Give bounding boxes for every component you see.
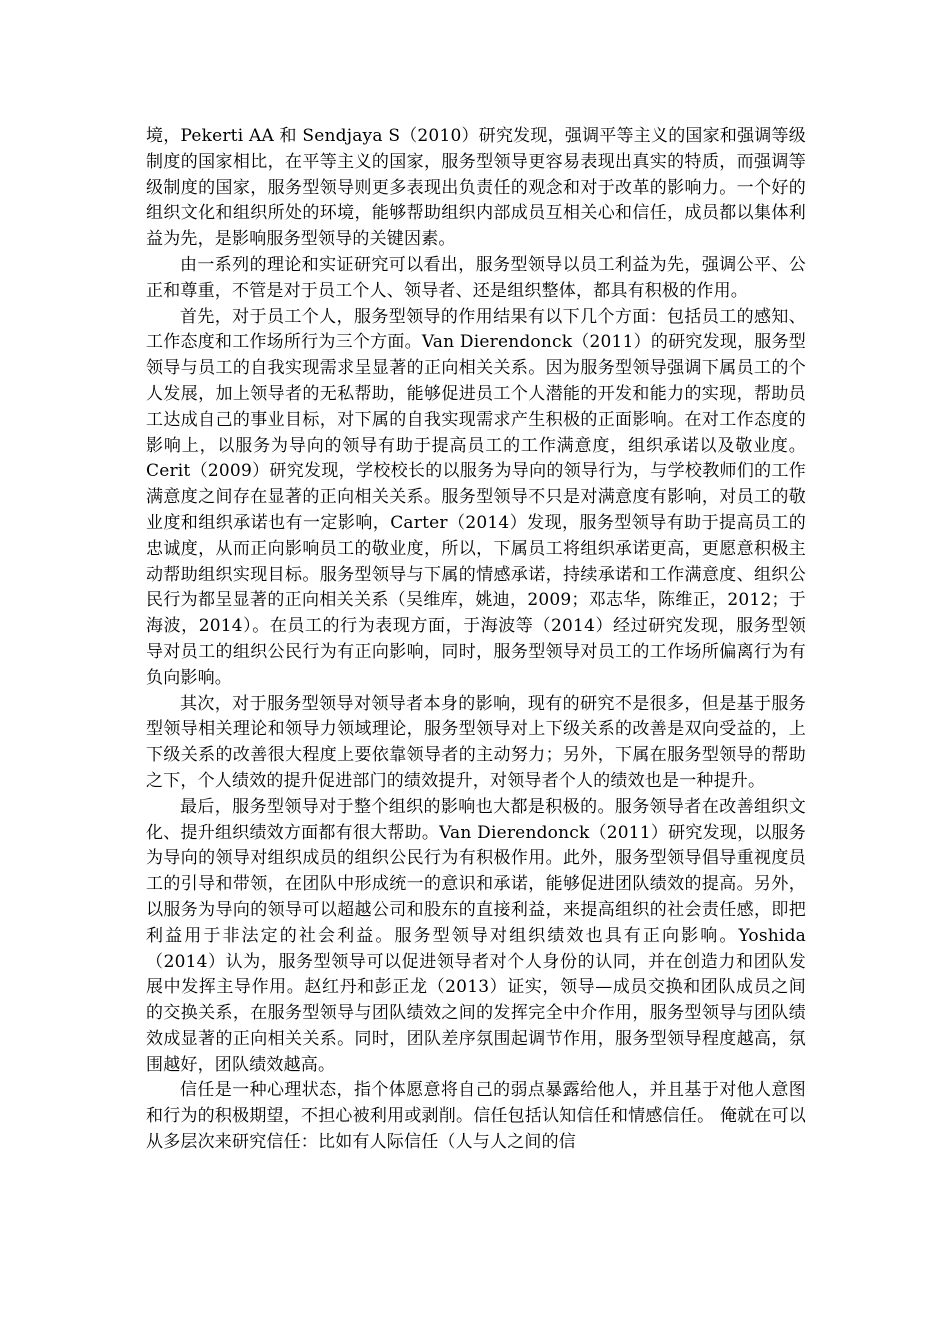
paragraph-continuation: 境，Pekerti AA 和 Sendjaya S（2010）研究发现，强调平等主义的国家和强调等级制度的国家相比，在平等主义的国家，服务型领导更容易表现出真实的特质，而强调等级制度的国家，服务型领导则更多表现出负责任的观念和对于改革的影响力。一个好的组织文化和组织所处的环境，能够帮助组织内部成员互相关心和信任，成员都以集体利益为先，是影响服务型领导的关键因素。 bbox=[146, 126, 806, 250]
paragraph-trust: 信任是一种心理状态，指个体愿意将自己的弱点暴露给他人，并且基于对他人意图和行为的积极期望，不担心被利用或剥削。信任包括认知信任和情感信任。 俺就在可以从多层次来研究信任：比如有人际信任（人与人之间的信 bbox=[146, 1080, 806, 1153]
document-page bbox=[146, 124, 806, 1156]
paragraph-organization-effects: 最后，服务型领导对于整个组织的影响也大都是积极的。服务领导者在改善组织文化、提升组织绩效方面都有很大帮助。Van Dierendonck（2011）研究发现，以服务为导向的领导对组织成员的组织公民行为有积极作用。此外，服务型领导倡导重视度员工的引导和带领，在团队中形成统一的意识和承诺，能够促进团队绩效的提高。另外，以服务为导向的领导可以超越公司和股东的直接利益，来提高组织的社会责任感，即把利益用于非法定的社会利益。服务型领导对组织绩效也具有正向影响。Yoshida（2014）认为，服务型领导可以促进领导者对个人身份的认同，并在创造力和团队发展中发挥主导作用。赵红丹和彭正龙（2013）证实，领导—成员交换和团队成员之间的交换关系，在服务型领导与团队绩效之间的发挥完全中介作用，服务型领导与团队绩效成显著的正向相关关系。同时，团队差序氛围起调节作用，服务型领导程度越高，氛围越好，团队绩效越高。 bbox=[146, 796, 806, 1075]
paragraph-leader-effects: 其次，对于服务型领导对领导者本身的影响，现有的研究不是很多，但是基于服务型领导相关理论和领导力领域理论，服务型领导对上下级关系的改善是双向受益的，上下级关系的改善很大程度上要依靠领导者的主动努力；另外，下属在服务型领导的帮助之下，个人绩效的提升促进部门的绩效提升，对领导者个人的绩效也是一种提升。 bbox=[146, 693, 806, 791]
paragraph-employee-effects: 首先，对于员工个人，服务型领导的作用结果有以下几个方面：包括员工的感知、工作态度和工作场所行为三个方面。Van Dierendonck（2011）的研究发现，服务型领导与员工的自我实现需求呈显著的正向相关关系。因为服务型领导强调下属员工的个人发展，加上领导者的无私帮助，能够促进员工个人潜能的开发和能力的实现，帮助员工达成自己的事业目标，对下属的自我实现需求产生积极的正面影响。在对工作态度的影响上，以服务为导向的领导有助于提高员工的工作满意度，组织承诺以及敬业度。 Cerit（2009）研究发现，学校校长的以服务为导向的领导行为，与学校教师们的工作满意度之间存在显著的正向相关关系。服务型领导不只是对满意度有影响，对员工的敬业度和组织承诺也有一定影响，Carter（2014）发现，服务型领导有助于提高员工的忠诚度，从而正向影响员工的敬业度，所以，下属员工将组织承诺更高，更愿意积极主动帮助组织实现目标。服务型领导与下属的情感承诺，持续承诺和工作满意度、组织公民行为都呈显著的正向相关关系（吴维库，姚迪，2009；邓志华，陈维正，2012；于海波，2014）。在员工的行为表现方面，于海波等（2014）经过研究发现，服务型领导对员工的组织公民行为有正向影响，同时，服务型领导对员工的工作场所偏离行为有负向影响。 bbox=[146, 306, 806, 688]
paragraph-summary: 由一系列的理论和实证研究可以看出，服务型领导以员工利益为先，强调公平、公正和尊重，不管是对于员工个人、领导者、还是组织整体，都具有积极的作用。 bbox=[146, 254, 806, 301]
